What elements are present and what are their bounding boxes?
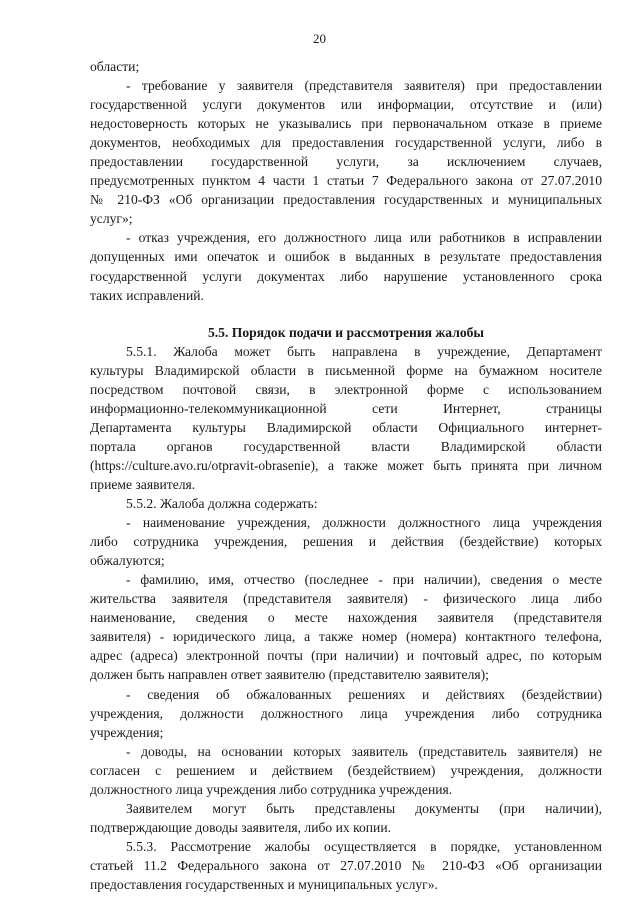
text-line: обжалуются; xyxy=(90,553,165,569)
text-line: 5.5.3. Рассмотрение жалобы осуществляется в порядке, установленном xyxy=(126,838,602,854)
text-line: заявителя) - юридического лица, а также номер (номера) контактного телефона, xyxy=(90,629,602,645)
text-line: приеме заявителя. xyxy=(90,476,196,492)
text-line: недостоверность которых не указывались при первоначальном отказе в приеме xyxy=(90,116,602,132)
page-content xyxy=(90,57,602,894)
text-line: подтверждающие доводы заявителя, либо их копии. xyxy=(90,819,391,835)
text-line: адрес (адреса) электронной почты (при наличии) и почтовый адрес, по которым xyxy=(90,648,602,664)
text-line: - требование у заявителя (представителя заявителя) при предоставлении xyxy=(126,78,602,94)
text-line: должностного лица учреждения либо сотрудника учреждения. xyxy=(90,781,453,797)
text-line: таких исправлений. xyxy=(90,287,204,303)
text-line: - фамилию, имя, отчество (последнее - при наличии), сведения о месте xyxy=(126,572,602,588)
page-number: 20 xyxy=(313,31,326,46)
text-line: государственной услуги документов или информации, отсутствие и (или) xyxy=(90,97,602,113)
text-line: государственной услуги документах либо нарушение установленного срока xyxy=(90,268,602,284)
text-line: согласен с решением и действием (бездействием) учреждения, должности xyxy=(90,762,602,778)
text-line: предоставлении государственной услуги, за исключением случаев, xyxy=(90,154,602,170)
text-line: портала органов государственной власти Владимирской области xyxy=(90,438,602,454)
text-line: предусмотренных пунктом 4 части 1 статьи 7 Федерального закона от 27.07.2010 xyxy=(90,173,602,189)
text-line: посредством почтовой связи, в электронной форме с использованием xyxy=(90,381,602,397)
text-line: (https://culture.avo.ru/otpravit-obrasenie), а также может быть принята при личном xyxy=(90,457,602,473)
text-line: документов, необходимых для предоставления государственной услуги, либо в xyxy=(90,135,602,151)
text-line: услуг»; xyxy=(90,211,133,227)
text-line: жительства заявителя (представителя заявителя) - физического лица либо xyxy=(90,591,602,607)
text-line: Департамента культуры Владимирской области Официального интернет- xyxy=(90,419,602,435)
text-line: учреждения; xyxy=(90,724,164,740)
text-line: - сведения об обжалованных решениях и действиях (бездействии) xyxy=(126,686,602,702)
text-line: либо сотрудника учреждения, решения и действия (бездействие) которых xyxy=(90,534,602,550)
text-line: должен быть направлен ответ заявителю (представителю заявителя); xyxy=(90,667,489,683)
text-line: допущенных ими опечаток и ошибок в выданных в результате предоставления xyxy=(90,249,602,265)
section-gap xyxy=(90,305,602,323)
text-line: области; xyxy=(90,59,140,74)
text-line: 5.5.1. Жалоба может быть направлена в учреждение, Департамент xyxy=(126,343,602,359)
text-line: учреждения, должности должностного лица учреждения либо сотрудника xyxy=(90,705,602,721)
text-line: № 210-ФЗ «Об организации предоставления государственных и муниципальных xyxy=(90,192,602,208)
text-line: статьей 11.2 Федерального закона от 27.07.2010 № 210-ФЗ «Об организации xyxy=(90,857,602,873)
text-line: информационно-телекоммуникационной сети Интернет, страницы xyxy=(90,400,602,416)
text-line: Заявителем могут быть представлены документы (при наличии), xyxy=(126,800,602,816)
section-heading: 5.5. Порядок подачи и рассмотрения жалобы xyxy=(207,324,485,340)
text-line: - доводы, на основании которых заявитель (представитель заявителя) не xyxy=(126,743,602,759)
text-line: - наименование учреждения, должности должностного лица учреждения xyxy=(126,515,602,531)
text-line: предоставления государственных и муниципальных услуг». xyxy=(90,876,438,892)
text-line: 5.5.2. Жалоба должна содержать: xyxy=(126,496,318,512)
text-line: - отказ учреждения, его должностного лица или работников в исправлении xyxy=(126,230,602,246)
text-line: наименование, сведения о месте нахождения заявителя (представителя xyxy=(90,610,602,626)
text-line: культуры Владимирской области в письменной форме на бумажном носителе xyxy=(90,362,602,378)
